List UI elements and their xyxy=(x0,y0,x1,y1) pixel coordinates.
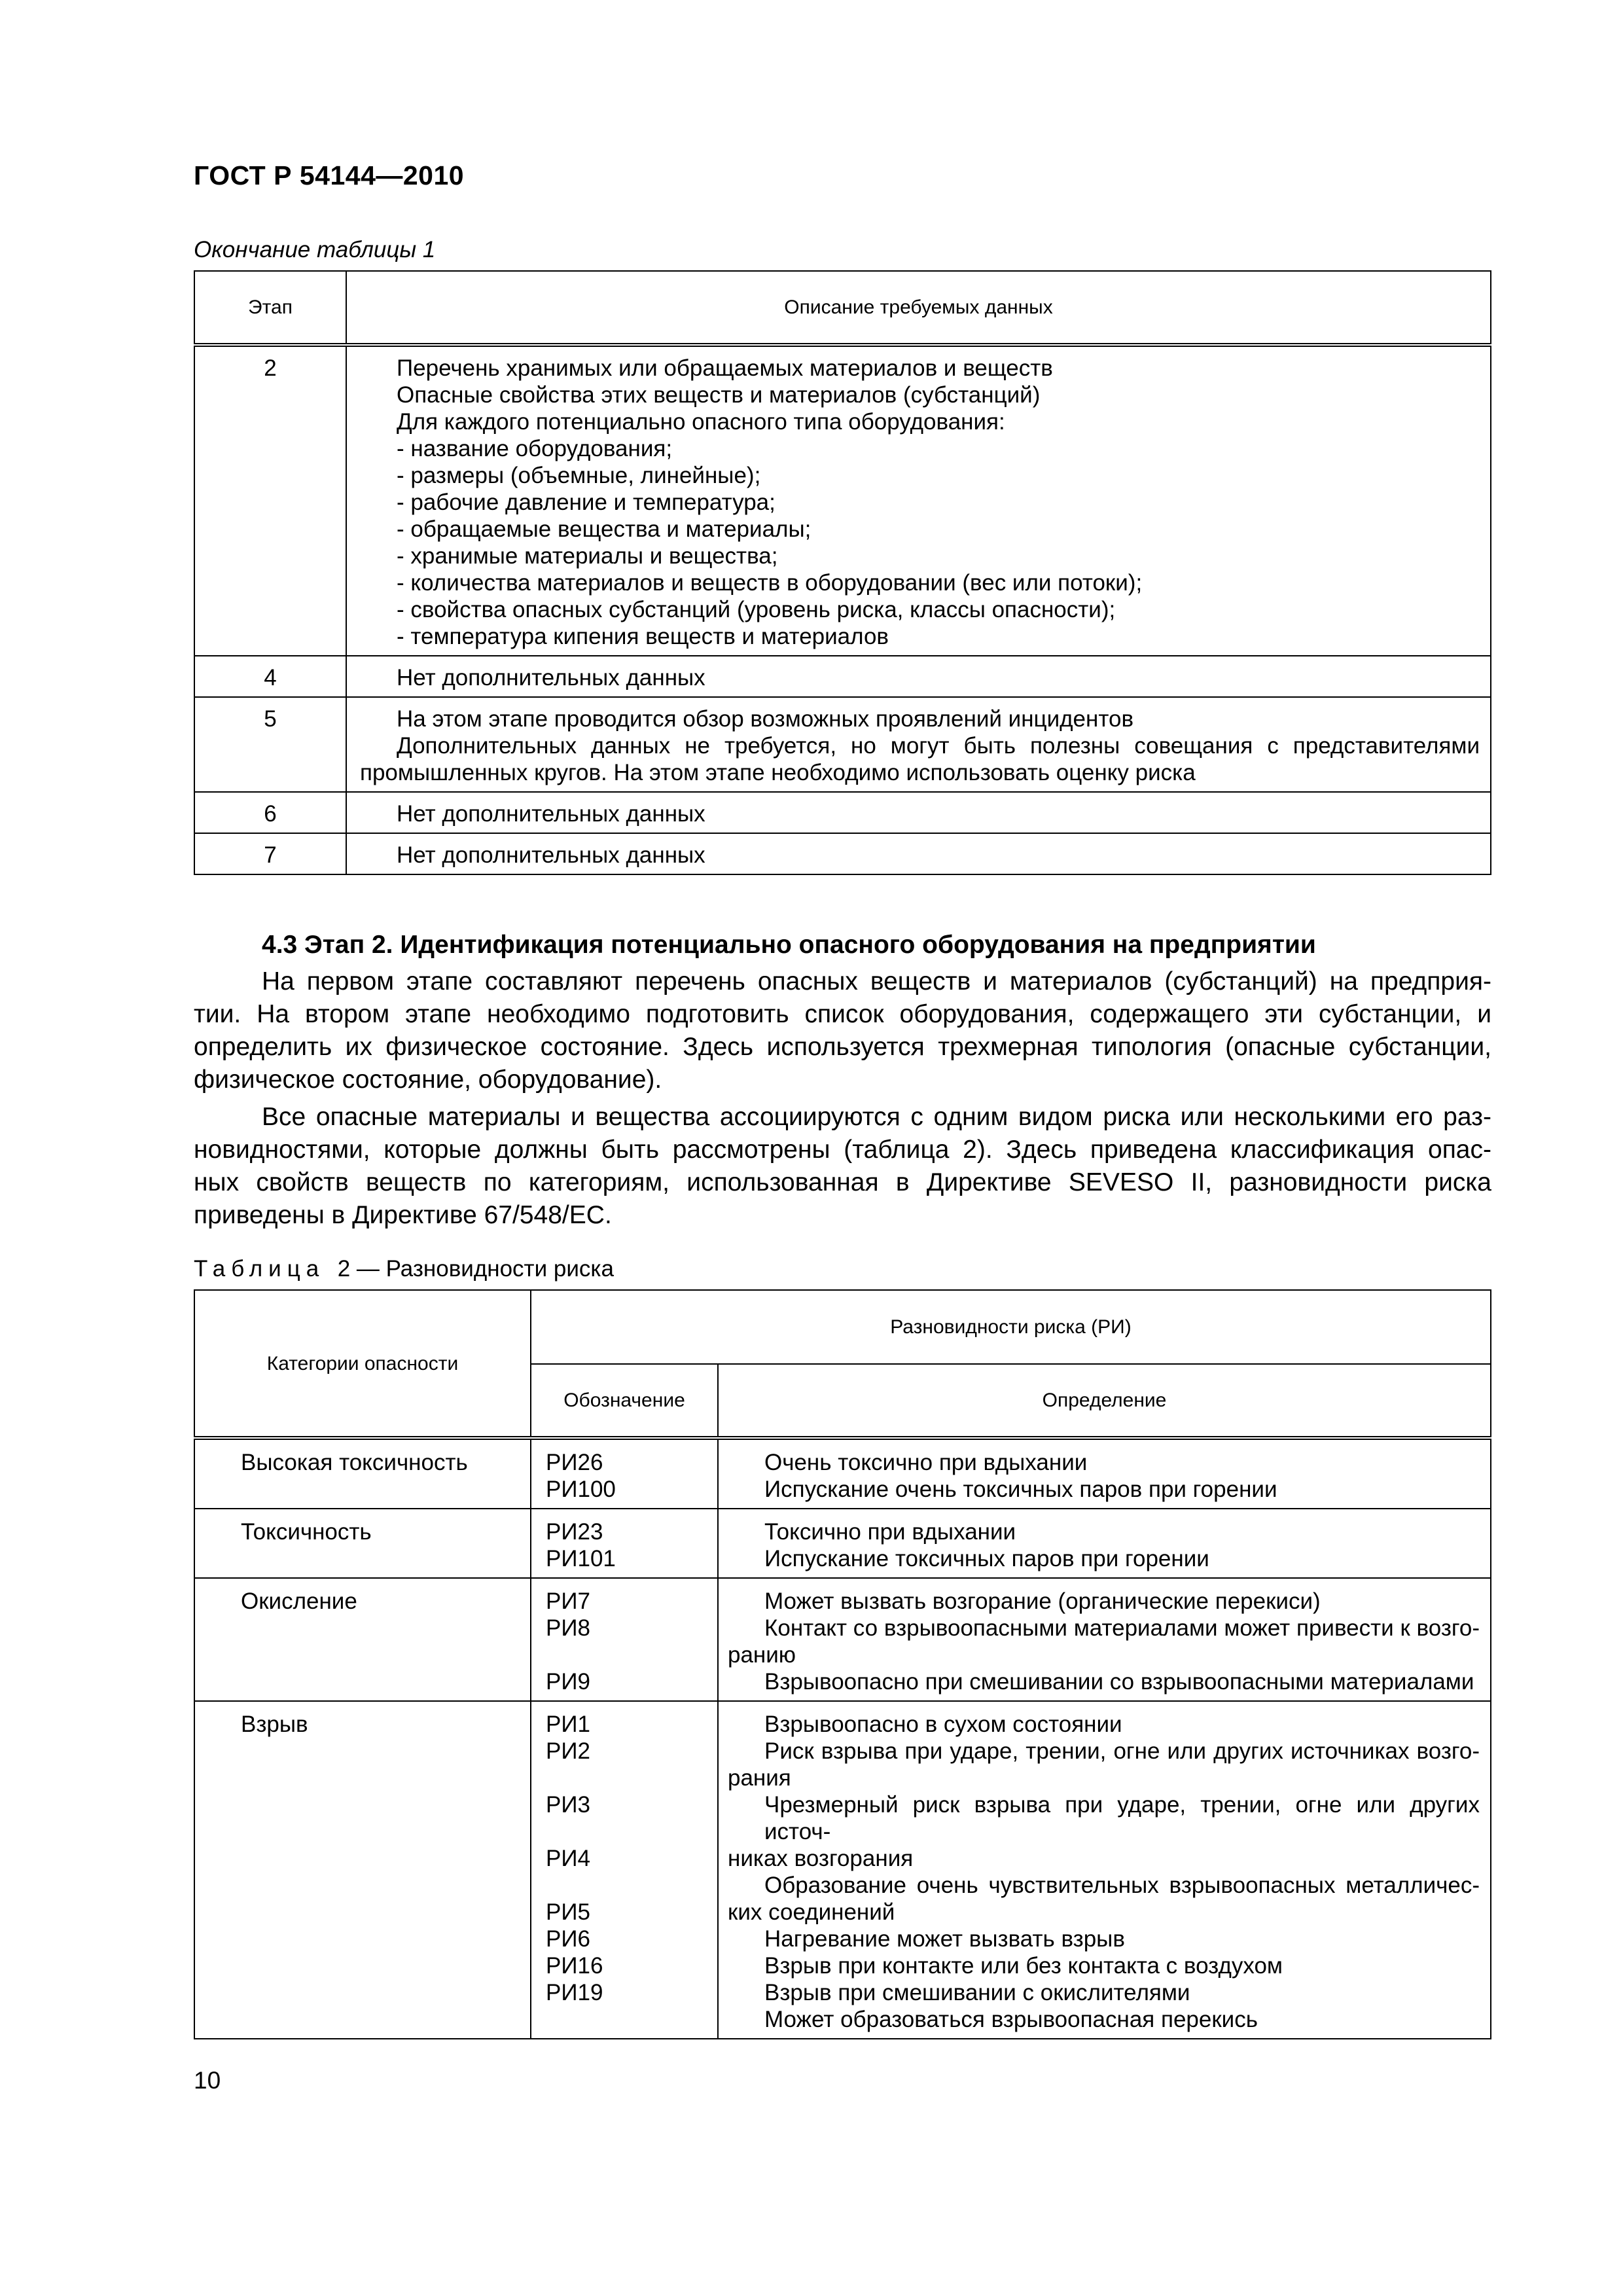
table-row xyxy=(194,697,1491,792)
risk-definition: Взрыв при контакте или без контакта с воздухом xyxy=(764,1953,1283,1979)
risk-code: РИ5 xyxy=(546,1899,590,1925)
section-heading: 4.3 Этап 2. Идентификация потенциально опасного оборудования на предприятии xyxy=(262,931,1316,959)
table1-stage: 6 xyxy=(194,792,346,833)
paragraph-line: ных свойств веществ по категориям, использованная в Директиве SEVESO II, разновидности риска xyxy=(194,1168,1491,1196)
risk-definition: Может образоваться взрывоопасная перекись xyxy=(764,2007,1258,2032)
code-spacer xyxy=(546,1641,717,1668)
table1 xyxy=(194,270,1491,875)
code-spacer xyxy=(546,1818,717,1845)
table2-header-risk-group: Разновидности риска (РИ) xyxy=(531,1290,1491,1364)
table2 xyxy=(194,1289,1491,2039)
table-row xyxy=(194,833,1491,874)
table2-caption-title: 2 — Разновидности риска xyxy=(337,1256,614,1282)
table-row xyxy=(194,656,1491,697)
table2-header-definition: Определение xyxy=(718,1364,1491,1438)
risk-code: РИ8 xyxy=(546,1615,590,1641)
description-line: Опасные свойства этих веществ и материалов (субстанций) xyxy=(397,382,1041,408)
risk-code: РИ23 xyxy=(546,1519,603,1545)
table2-caption xyxy=(194,1256,614,1282)
risk-definitions xyxy=(718,1438,1491,1509)
risk-code: РИ7 xyxy=(546,1588,590,1614)
description-line: - количества материалов и веществ в оборудовании (вес или потоки); xyxy=(397,570,1143,596)
description-line: Перечень хранимых или обращаемых материалов и веществ xyxy=(397,355,1053,381)
risk-code: РИ26 xyxy=(546,1450,603,1475)
risk-code: РИ101 xyxy=(546,1546,616,1571)
table1-header-description: Описание требуемых данных xyxy=(346,271,1491,345)
risk-definition-continuation: рания xyxy=(728,1765,791,1791)
risk-definition: Испускание токсичных паров при горении xyxy=(764,1546,1209,1571)
description-line: - название оборудования; xyxy=(397,436,673,461)
description-line: Нет дополнительных данных xyxy=(397,665,705,691)
description-line: Нет дополнительных данных xyxy=(397,842,705,868)
description-line: На этом этапе проводится обзор возможных проявлений инцидентов xyxy=(397,706,1134,732)
description-line: - хранимые материалы и вещества; xyxy=(397,543,778,569)
risk-definition: Взрыв при смешивании с окислителями xyxy=(764,1980,1190,2005)
risk-definitions xyxy=(718,1578,1491,1701)
risk-definition: Чрезмерный риск взрыва при ударе, трении, огне или других источ- xyxy=(764,1792,1480,1844)
description-line: Дополнительных данных не требуется, но могут быть полезны совещания с представителями xyxy=(397,733,1480,759)
risk-definition-continuation: ких соединений xyxy=(728,1899,895,1925)
table1-stage: 4 xyxy=(194,656,346,697)
description-line: - свойства опасных субстанций (уровень риска, классы опасности); xyxy=(397,597,1116,622)
description-line: Для каждого потенциально опасного типа оборудования: xyxy=(397,409,1005,435)
description-line: промышленных кругов. На этом этапе необходимо использовать оценку риска xyxy=(360,760,1196,785)
hazard-category: Токсичность xyxy=(194,1509,531,1578)
table1-description xyxy=(346,656,1491,697)
table-row xyxy=(194,1578,1491,1701)
risk-definitions xyxy=(718,1509,1491,1578)
paragraph-line: приведены в Директиве 67/548/ЕС. xyxy=(194,1201,612,1229)
risk-codes xyxy=(531,1578,718,1701)
risk-definition: Токсично при вдыхании xyxy=(764,1519,1016,1545)
risk-definition: Контакт со взрывоопасными материалами может привести к возго- xyxy=(764,1615,1480,1641)
risk-definition: Испускание очень токсичных паров при горении xyxy=(764,1477,1277,1502)
description-line: - обращаемые вещества и материалы; xyxy=(397,516,812,542)
paragraph xyxy=(194,965,1491,1096)
table-row xyxy=(194,792,1491,833)
table1-description xyxy=(346,697,1491,792)
risk-code: РИ16 xyxy=(546,1953,603,1979)
risk-code: РИ2 xyxy=(546,1738,590,1764)
description-line: - температура кипения веществ и материалов xyxy=(397,624,889,649)
page-number: 10 xyxy=(194,2067,221,2094)
table2-header-category: Категории опасности xyxy=(194,1290,531,1438)
table1-stage: 7 xyxy=(194,833,346,874)
hazard-category: Взрыв xyxy=(194,1701,531,2039)
table1-caption: Окончание таблицы 1 xyxy=(194,237,436,262)
description-line: - рабочие давление и температура; xyxy=(397,490,776,515)
paragraph-line: Все опасные материалы и вещества ассоциируются с одним видом риска или несколькими его раз- xyxy=(262,1103,1491,1131)
code-spacer xyxy=(546,1872,717,1899)
description-line: Нет дополнительных данных xyxy=(397,801,705,827)
table-row xyxy=(194,345,1491,656)
table2-header-code: Обозначение xyxy=(531,1364,718,1438)
paragraph-line: физическое состояние, оборудование). xyxy=(194,1066,662,1094)
table2-caption-word: Таблица xyxy=(194,1256,325,1282)
table1-stage: 5 xyxy=(194,697,346,792)
standard-header: ГОСТ Р 54144—2010 xyxy=(194,160,465,190)
risk-codes xyxy=(531,1438,718,1509)
risk-definition: Может вызвать возгорание (органические перекиси) xyxy=(764,1588,1321,1614)
risk-code: РИ19 xyxy=(546,1980,603,2005)
risk-definition-continuation: ранию xyxy=(728,1642,796,1668)
table1-description xyxy=(346,792,1491,833)
table-row xyxy=(194,1509,1491,1578)
code-spacer xyxy=(546,1765,717,1791)
risk-codes xyxy=(531,1509,718,1578)
paragraph-line: новидностями, которые должны быть рассмотрены (таблица 2). Здесь приведена классификация опас- xyxy=(194,1136,1491,1164)
risk-code: РИ6 xyxy=(546,1926,590,1952)
table1-description xyxy=(346,833,1491,874)
hazard-category: Высокая токсичность xyxy=(194,1438,531,1509)
risk-code: РИ4 xyxy=(546,1846,590,1871)
risk-definition: Взрывоопасно в сухом состоянии xyxy=(764,1712,1122,1737)
hazard-category: Окисление xyxy=(194,1578,531,1701)
table1-header-stage: Этап xyxy=(194,271,346,345)
paragraph xyxy=(194,1101,1491,1232)
paragraph-line: тии. На втором этапе необходимо подготовить список оборудования, содержащего эти субстанции, и xyxy=(194,1000,1491,1028)
paragraph-line: определить их физическое состояние. Здесь используется трехмерная типология (опасные субстанции, xyxy=(194,1033,1491,1061)
risk-definitions xyxy=(718,1701,1491,2039)
risk-code: РИ9 xyxy=(546,1669,590,1695)
risk-code: РИ3 xyxy=(546,1792,590,1818)
risk-definition: Образование очень чувствительных взрывоопасных металличес- xyxy=(764,1873,1480,1898)
risk-definition: Взрывоопасно при смешивании со взрывоопасными материалами xyxy=(764,1669,1474,1695)
table1-description xyxy=(346,345,1491,656)
risk-code: РИ1 xyxy=(546,1712,590,1737)
table-row xyxy=(194,1438,1491,1509)
risk-code: РИ100 xyxy=(546,1477,616,1502)
risk-definition: Риск взрыва при ударе, трении, огне или других источниках возго- xyxy=(764,1738,1480,1764)
table1-stage: 2 xyxy=(194,345,346,656)
risk-definition: Нагревание может вызвать взрыв xyxy=(764,1926,1125,1952)
table-row xyxy=(194,1701,1491,2039)
risk-definition-continuation: никах возгорания xyxy=(728,1846,914,1871)
description-line: - размеры (объемные, линейные); xyxy=(397,463,761,488)
risk-definition: Очень токсично при вдыхании xyxy=(764,1450,1088,1475)
paragraph-line: На первом этапе составляют перечень опасных веществ и материалов (субстанций) на предприя- xyxy=(262,967,1491,996)
risk-codes xyxy=(531,1701,718,2039)
